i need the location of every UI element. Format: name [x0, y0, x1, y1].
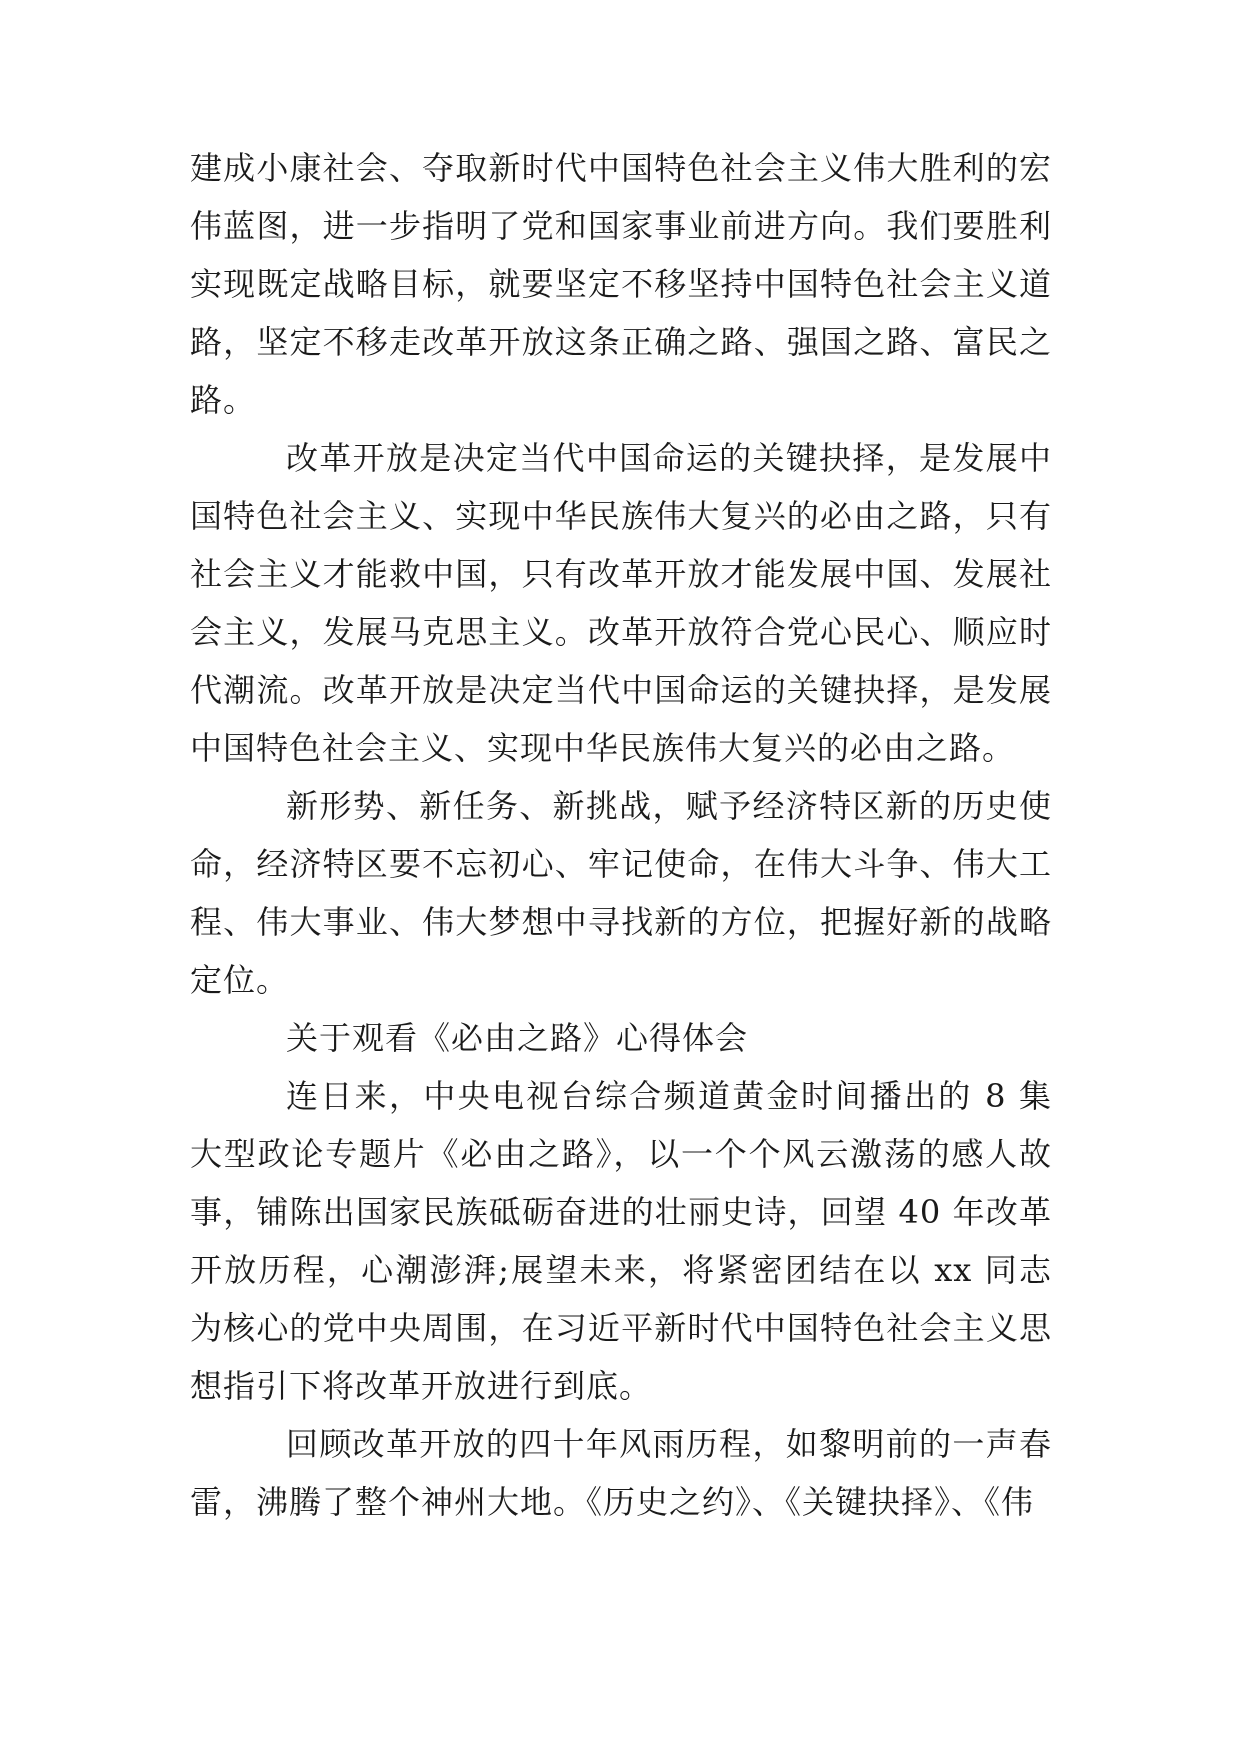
- paragraph-reform-opening: 改革开放是决定当代中国命运的关键抉择，是发展中国特色社会主义、实现中华民族伟大复兴的必由之路，只有社会主义才能救中国，只有改革开放才能发展中国、发展社会主义，发展马克思主义。改革开放符合党心民心、顺应时代潮流。改革开放是决定当代中国命运的关键抉择，是发展中国特色社会主义、实现中华民族伟大复兴的必由之路。: [190, 439, 1052, 767]
- paragraph-review: 回顾改革开放的四十年风雨历程，如黎明前的一声春雷，沸腾了整个神州大地。《历史之约》、《关键抉择》、《伟: [190, 1425, 1052, 1521]
- paragraph-documentary-intro: 连日来，中央电视台综合频道黄金时间播出的 8 集大型政论专题片《必由之路》，以一个个风云激荡的感人故事，铺陈出国家民族砥砺奋进的壮丽史诗，回望 40 年改革开放历程，心潮澎湃;展望未来，将紧密团结在以 xx 同志为核心的党中央周围，在习近平新时代中国特色社会主义思想指引下将改革开放进行到底。: [190, 1077, 1052, 1405]
- paragraph-continuation: 建成小康社会、夺取新时代中国特色社会主义伟大胜利的宏伟蓝图，进一步指明了党和国家事业前进方向。我们要胜利实现既定战略目标，就要坚定不移坚持中国特色社会主义道路，坚定不移走改革开放这条正确之路、强国之路、富民之路。: [190, 149, 1052, 419]
- section-heading: 关于观看《必由之路》心得体会: [286, 1019, 749, 1057]
- paragraph-special-economic-zone: 新形势、新任务、新挑战，赋予经济特区新的历史使命，经济特区要不忘初心、牢记使命，在伟大斗争、伟大工程、伟大事业、伟大梦想中寻找新的方位，把握好新的战略定位。: [190, 787, 1052, 999]
- document-body: [190, 139, 1052, 1531]
